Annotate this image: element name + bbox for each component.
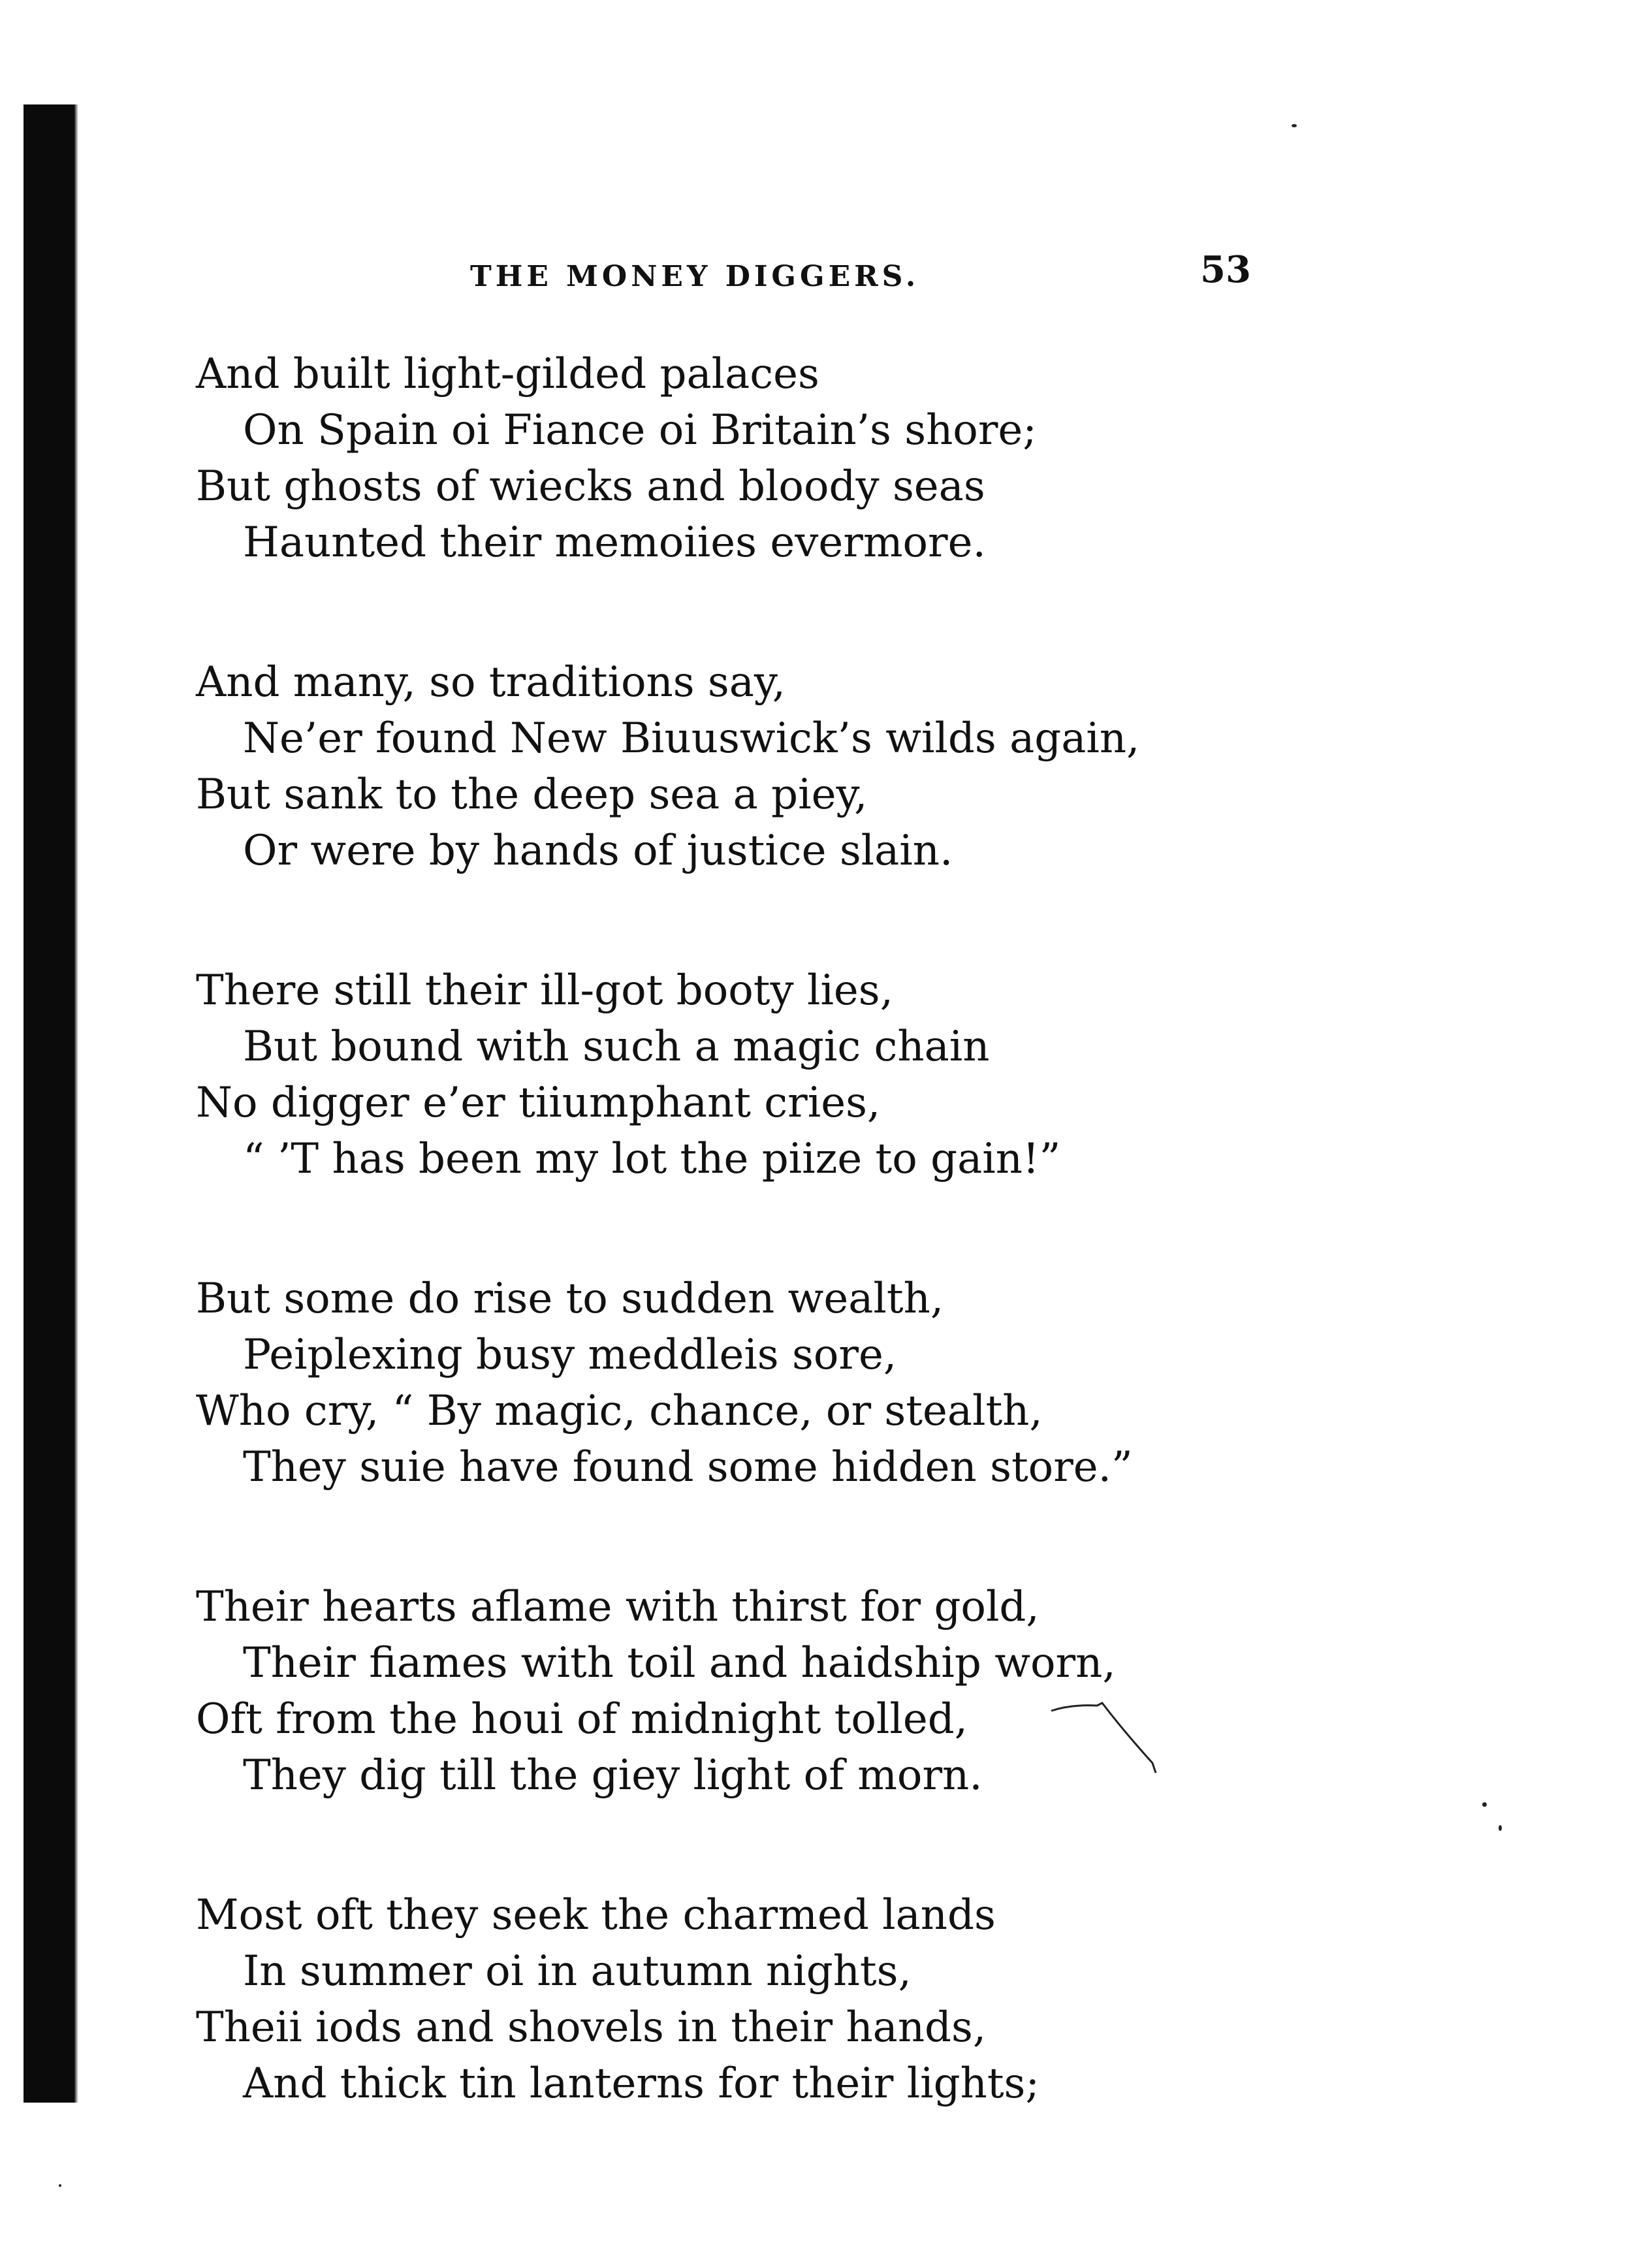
- stanza: [196, 962, 1306, 1187]
- page-number: 53: [1200, 248, 1251, 291]
- poem-line: In summer oi in autumn nights,: [243, 1947, 912, 1996]
- poem-line: But bound with such a magic chain: [243, 1023, 990, 1071]
- stanza: [196, 654, 1306, 879]
- poem-line: Haunted their memoiies evermore.: [243, 518, 986, 567]
- poem-line: No digger e’er tiiumphant cries,: [196, 1079, 881, 1127]
- poem-line: They suie have found some hidden store.”: [243, 1443, 1133, 1491]
- running-title: THE MONEY DIGGERS.: [470, 260, 920, 293]
- page-header: [0, 248, 1652, 300]
- poem-line: Or were by hands of justice slain.: [243, 827, 953, 875]
- stanza: [196, 346, 1306, 571]
- poem-line: Ne’er found New Biuuswick’s wilds again,: [243, 714, 1140, 763]
- pen-stroke-mark: [1045, 1691, 1175, 1783]
- poem-line: Most oft they seek the charmed lands: [196, 1891, 996, 1939]
- poem-line: And many, so traditions say,: [196, 658, 786, 707]
- poem-line: And thick tin lanterns for their lights;: [243, 2060, 1040, 2108]
- poem-line: Peiplexing busy meddleis sore,: [243, 1331, 897, 1379]
- stanza: [196, 1887, 1306, 2112]
- scan-speck: [1482, 1802, 1487, 1807]
- scan-speck: [59, 2184, 61, 2187]
- poem-line: “ ’T has been my lot the piize to gain!”: [243, 1135, 1061, 1183]
- poem-line: Their hearts aflame with thirst for gold,: [196, 1583, 1040, 1631]
- poem-line: Oft from the houi of midnight tolled,: [196, 1695, 968, 1743]
- scan-speck: [1292, 124, 1297, 127]
- book-spine-shadow: [24, 104, 74, 2103]
- poem-body: [196, 346, 1306, 2195]
- poem-line: They dig till the giey light of morn.: [243, 1751, 983, 1800]
- poem-line: Who cry, “ By magic, chance, or stealth,: [196, 1387, 1043, 1435]
- scan-speck: [1499, 1825, 1502, 1831]
- poem-line: But some do rise to sudden wealth,: [196, 1275, 944, 1323]
- stanza: [196, 1271, 1306, 1495]
- poem-line: Their fiames with toil and haidship worn,: [243, 1639, 1116, 1687]
- poem-line: Theii iods and shovels in their hands,: [196, 2003, 987, 2052]
- poem-line: But sank to the deep sea a piey,: [196, 771, 868, 819]
- poem-line: And built light-gilded palaces: [196, 350, 819, 398]
- poem-line: On Spain oi Fiance oi Britain’s shore;: [243, 406, 1037, 454]
- poem-line: There still their ill-got booty lies,: [196, 966, 893, 1015]
- poem-line: But ghosts of wiecks and bloody seas: [196, 462, 985, 511]
